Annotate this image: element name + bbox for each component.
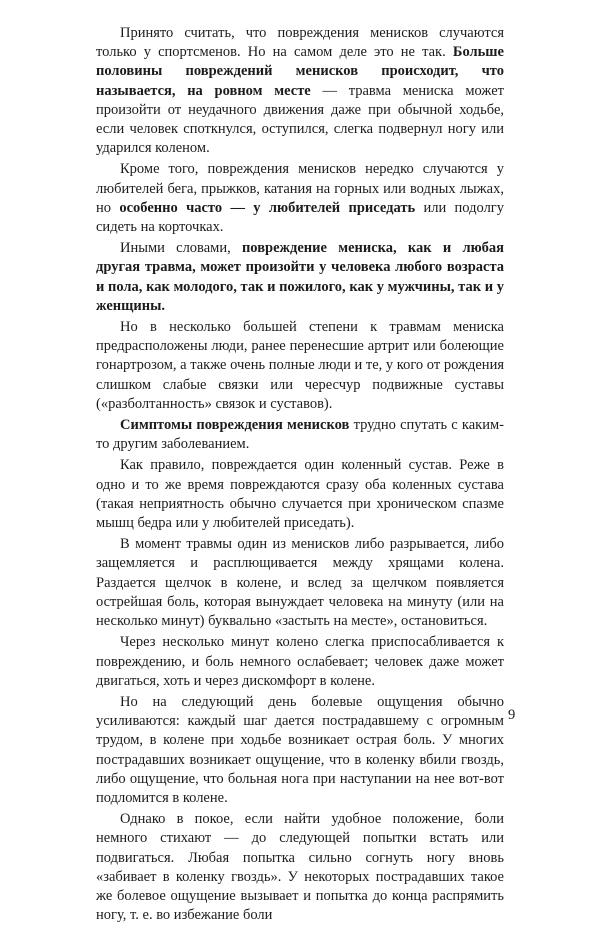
paragraph — [96, 456, 504, 533]
text: — травма мениска может произойти от неудачного движения даже при обычной ходьбе, если человек споткнулся, оступился, слегка подвернул ногу или ударился коленом. — [96, 82, 504, 157]
paragraph — [96, 810, 504, 925]
text: Как правило, повреждается один коленный сустав. Реже в одно и то же время повреждаются сразу оба коленных сустава (такая неприятность обычно случается при хроническом спазме мышц бедра или у любителей приседать). — [96, 457, 504, 532]
paragraph — [96, 633, 504, 691]
text: Но в несколько большей степени к травмам мениска предрасположены люди, ранее перенесшие артрит или болеющие гонартрозом, а также очень полные люди и те, у кого от рождения слишком слабые связки или чересчур подвижные суставы («разболтанность» связок и суставов). — [96, 319, 504, 412]
paragraph — [96, 160, 504, 237]
paragraph — [96, 693, 504, 808]
text: В момент травмы один из менисков либо разрывается, либо защемляется и расплющивается между хрящами колена. Раздается щелчок в колене, и вслед за щелчком появляется острейшая боль, которая вынуждает человека на минуту (или на несколько минут) буквально «застыть на месте», остановиться. — [96, 536, 504, 630]
paragraph — [96, 24, 504, 158]
page-body — [96, 24, 504, 927]
paragraph — [96, 239, 504, 316]
bold-text: особенно часто — у любителей приседать — [119, 199, 416, 216]
bold-text: повреждение мениска, как и любая другая травма, может произойти у человека любого возраста и пола, как молодого, так и пожилого, как у мужчины, так и у женщины. — [96, 240, 505, 314]
text: Через несколько минут колено слегка приспосабливается к повреждению, и боль немного ослабевает; человек даже может двигаться, хоть и через дискомфорт в колене. — [96, 634, 504, 689]
text: Кроме того, повреждения менисков нередко случаются у любителей бега, прыжков, катания на горных или водных лыжах, но — [96, 161, 504, 216]
text: Иными словами, — [120, 240, 242, 257]
paragraph — [96, 535, 504, 631]
text: Однако в покое, если найти удобное положение, боли немного стихают — до следующей попытки встать или подвигаться. Любая попытка сильно согнуть ногу вновь «забивает в коленку гвоздь». У некоторых пострадавших такое же болевое ощущение вызывает и попытка до конца распрямить ногу, т. е. во избежание боли — [96, 811, 504, 924]
bold-text: Симптомы повреждения менисков — [120, 417, 350, 434]
text: трудно спутать с каким-то другим заболеванием. — [96, 417, 504, 453]
paragraph — [96, 416, 504, 454]
text: или подолгу сидеть на корточках. — [96, 199, 505, 236]
page-number: 9 — [508, 707, 516, 723]
text: Принято считать, что повреждения менисков случаются только у спортсменов. Но на самом деле это не так. — [96, 25, 504, 61]
text: Но на следующий день болевые ощущения обычно усиливаются: каждый шаг дается пострадавшему с огромным трудом, в колене при ходьбе возникает острая боль. У многих пострадавших возникает ощущение, что в коленку вбили гвоздь, либо ощущение, что больная нога при наступании на нее вот-вот подломится в колене. — [96, 693, 504, 806]
bold-text: Больше половины повреждений менисков происходит, что называется, на ровном месте — [96, 44, 504, 99]
paragraph — [96, 318, 504, 414]
